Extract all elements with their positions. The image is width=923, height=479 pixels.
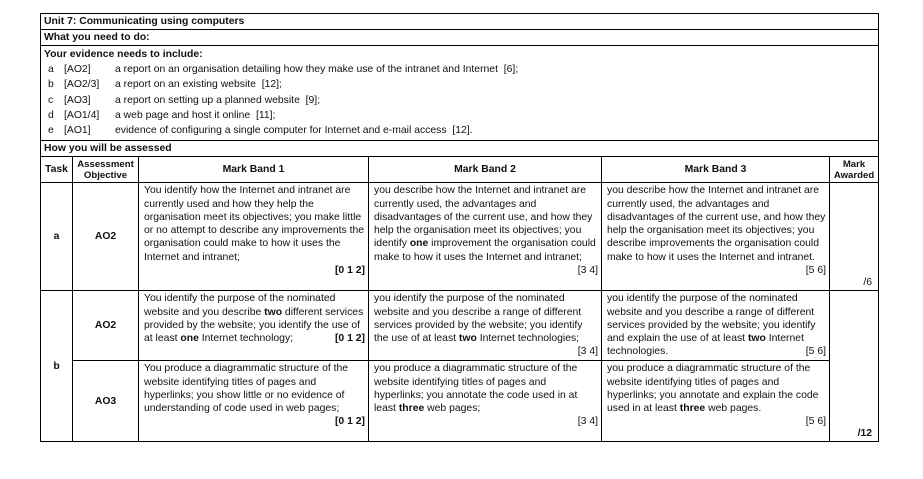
band-text-emphasis: two [264,306,283,318]
band-2-cell [369,361,602,442]
band-marks: [0 1 2] [334,333,365,345]
assessment-document [40,13,878,442]
band-text-part: different services provided by the website; you identify the use of at least [144,306,364,345]
evidence-text [115,108,875,123]
evidence-description: a report on an existing website [115,79,256,91]
mark-awarded-cell[interactable]: /12 [830,291,879,442]
band-text-part: improvement the organisation could make to how it uses the Internet and intranet; [374,238,596,263]
table-row-task-b-ao2 [41,291,879,361]
evidence-letter: e [48,125,54,137]
band-text-part: Internet technologies. [607,333,804,358]
band-text-part: You identify the purpose of the nominated website and you describe [144,293,336,318]
evidence-letter: c [48,94,54,106]
evidence-ao: [AO1] [64,125,91,137]
band-text-part: you produce a diagrammatic structure of the website identifying titles of pages and hyperlinks; you annotate and explain the code used in at least [607,363,819,415]
band-text-part: web pages; [424,403,481,415]
band-marks: [0 1 2] [334,416,365,428]
evidence-letter: a [48,64,54,75]
table-row-task-a [41,183,879,291]
evidence-ao: [AO3] [64,94,91,106]
evidence-description: a report on setting up a planned website [115,94,300,106]
band-text-emphasis: three [398,403,425,415]
band-text-part: Internet technologies; [476,333,580,345]
evidence-text [115,123,875,138]
band-text: You identify how the Internet and intranet are currently used and how they help the organisation meet its objectives; you make little or no attempt to describe any improvements the organisation could make to how it uses the Internet and intranet; [144,185,365,263]
band-text [607,292,826,358]
assessment-table [40,13,879,442]
band-marks: [3 4] [577,416,598,428]
evidence-description: a web page and host it online [115,109,251,121]
evidence-text [115,93,875,108]
what-to-do-heading: What you need to do: [41,30,879,46]
band-1-cell [139,183,369,291]
evidence-item-b [44,77,875,92]
mark-awarded-cell[interactable]: /6 [830,183,879,291]
band-marks: [5 6] [805,346,826,358]
evidence-title: Your evidence needs to include: [44,49,203,60]
evidence-marks: [12]. [452,125,473,137]
band-text [374,292,598,358]
evidence-letter: b [48,79,54,91]
header-mark-band-2: Mark Band 2 [369,157,602,183]
band-marks: [3 4] [577,264,598,276]
evidence-marks: [11]; [255,109,276,121]
band-text [607,362,826,415]
unit-title: Unit 7: Communicating using computers [41,14,879,30]
band-marks: [3 4] [577,346,598,358]
band-text-part: you produce a diagrammatic structure of the website identifying titles of pages and hyperlinks; you annotate the code used in at least [374,363,578,415]
band-text [144,292,365,345]
header-mark-awarded: Mark Awarded [830,157,879,183]
header-mark-band-1: Mark Band 1 [139,157,369,183]
band-3-cell [602,361,830,442]
band-text-emphasis: one [180,333,199,345]
band-marks: [5 6] [805,416,826,428]
band-3-cell [602,291,830,361]
band-3-cell [602,183,830,291]
ao-cell: AO2 [73,291,139,361]
evidence-ao: [AO1/4] [64,109,100,121]
band-text-emphasis: two [458,333,477,345]
table-header-row [41,157,879,183]
evidence-item-c [44,93,875,108]
band-text-part: you describe how the Internet and intranet are currently used, the advantages and disadvantages of the current use, and how they help the organisation meet its objectives; you identify [374,185,593,250]
band-text [374,362,598,415]
evidence-item-d [44,108,875,123]
ao-cell: AO3 [73,361,139,442]
task-cell: a [41,183,73,291]
header-assessment-objective: Assessment Objective [73,157,139,183]
evidence-ao: [AO2/3] [64,79,100,91]
band-2-cell [369,291,602,361]
band-text-part: web pages. [705,403,762,415]
band-text-emphasis: two [747,333,766,345]
band-text [607,184,826,276]
evidence-ao: [AO2] [64,64,91,75]
ao-cell: AO2 [73,183,139,291]
band-text-part: you identify the purpose of the nominated website and you describe a range of different services provided by the website; you identify the use of at least [374,293,583,345]
band-text-emphasis: one [409,238,429,250]
evidence-text [115,62,875,77]
assessed-heading: How you will be assessed [41,141,879,157]
band-text [374,184,598,276]
band-marks: [0 1 2] [334,264,365,276]
evidence-marks: [6]; [503,64,519,75]
band-1-cell [139,291,369,361]
evidence-section [41,46,879,141]
band-text: You produce a diagrammatic structure of the website identifying titles of pages and hyperlinks; you show little or no evidence of understanding of code used in web pages; [144,363,349,415]
task-cell: b [41,291,73,442]
band-1-cell [139,361,369,442]
band-text-part: Internet technology; [198,333,294,345]
evidence-marks: [12]; [261,79,282,91]
evidence-marks: [9]; [305,94,321,106]
header-mark-band-3: Mark Band 3 [602,157,830,183]
header-task: Task [41,157,73,183]
band-text-emphasis: three [679,403,706,415]
evidence-description: evidence of configuring a single computer for Internet and e-mail access [115,125,447,137]
evidence-text [115,77,875,92]
evidence-item-e [44,123,875,138]
evidence-letter: d [48,109,54,121]
evidence-item-a [44,62,875,77]
band-text-part: you identify the purpose of the nominated website and you describe a range of different services provided by the website; you identify and explain the use of at least [607,293,816,345]
band-text-part: you describe how the Internet and intranet are currently used, the advantages and disadvantages of the current use, and how they help the organisation meet its objectives; you describe improvements the organisation could make to how it uses the Internet and intranet. [607,185,826,263]
band-marks: [5 6] [805,264,826,276]
table-row-task-b-ao3 [41,361,879,442]
band-2-cell [369,183,602,291]
evidence-description: a report on an organisation detailing how they make use of the intranet and Internet [115,64,498,75]
